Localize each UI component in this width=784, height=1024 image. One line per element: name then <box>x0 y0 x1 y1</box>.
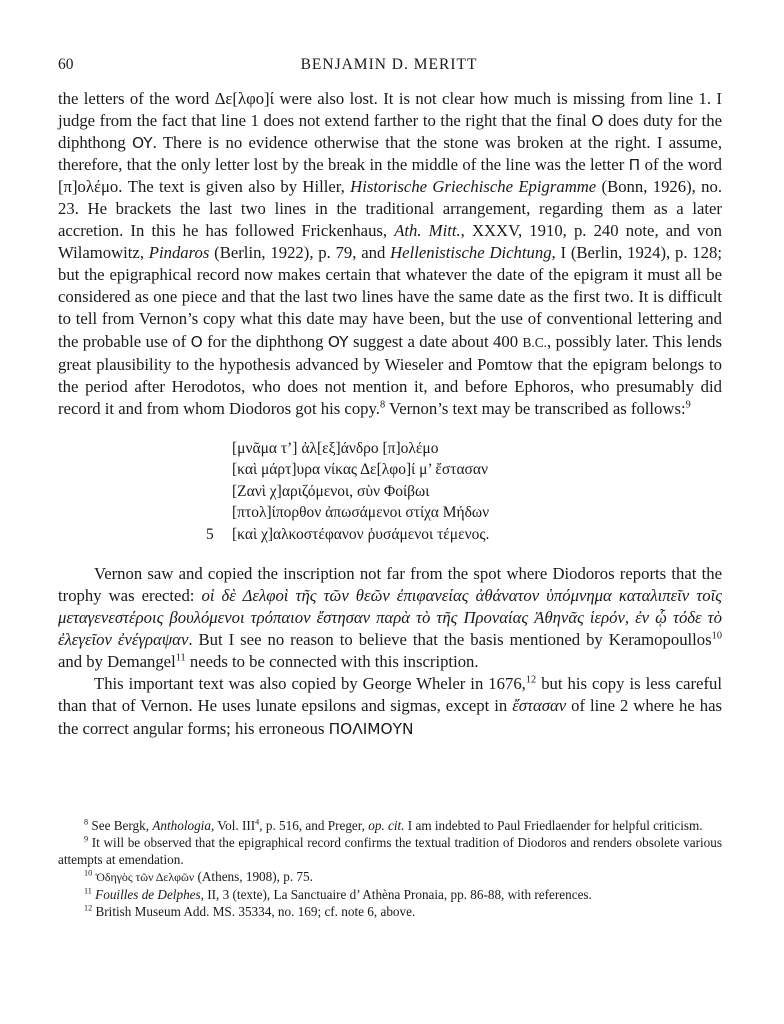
book-title: Hellenistische Dichtung, <box>390 243 556 263</box>
greek-word: [π]ολέμο <box>58 177 119 197</box>
line-number: 5 <box>206 525 214 543</box>
letter-pi: Π <box>628 156 641 175</box>
main-text <box>58 88 722 740</box>
inscription-line: [Ζανὶ χ]αριζόμενοι, σὺν Φοίβωι <box>232 482 430 500</box>
footnote-12: $^{12}$ British Museum Add. MS. 35334, no. 169; cf. note 6, above. <box>84 903 416 920</box>
inscription-line: [μνᾶμα τ’] ἀλ[εξ]άνδρο [π]ολέμο <box>232 439 439 457</box>
era-abbrev: B.C. <box>522 334 547 350</box>
footnote-ref[interactable]: 8 <box>379 399 386 411</box>
page-header <box>58 56 720 78</box>
running-head: BENJAMIN D. MERITT <box>300 56 478 73</box>
letters-oy: OY <box>132 134 153 153</box>
paragraph-1: the letters of the word Δε[λφο]ί were also lost. It is not clear how much is missing from line 1. I judge from the fact that line 1 does not extend farther to the right that the final O does duty for the diphthong OY. There is no evidence otherwise that the stone was broken at the right. I assume, therefore, that the only letter lost by the break in the middle of the line was the letter Π of the word [π]ολέμο. The text is given also by Hiller, Historische Griechische Epigramme (Bonn, 1926), no. 23. He brackets the last two lines in the traditional arrangement, regarding them as a later accretion. In this he has followed Frickenhaus, Ath. Mitt., XXXV, 1910, p. 240 note, and von Wilamowitz, Pindaros (Berlin, 1922), p. 79, and Hellenistische Dichtung, I (Berlin, 1924), p. 128; but the epigraphical record now makes certain that whatever the date of the epigram it must all be considered as one piece and that the last two lines have the same date as the first two. It is difficult to tell from Vernon’s copy what this date may have been, but the use of conventional lettering and the probable use of O for the diphthong OY suggest a date about 400 B.C., possibly later. This lends great plausibility to the hypothesis advanced by Wieseler and Pomtow that the epigram belongs to the period after Herodotos, who does not mention it, and before Ephoros, who presumably did record it and from whom Diodoros got his copy.$^8$ Vernon’s text may be transcribed as follows:$^9$ <box>58 89 723 418</box>
journal-title: Ath. Mitt. <box>394 221 461 241</box>
inscription-line: [καὶ μάρτ]υρα νίκας Δε[λφο]ί μ’ ἔστασαν <box>232 461 489 479</box>
page-number: 60 <box>58 56 74 73</box>
footnote-ref[interactable]: 9 <box>685 399 691 411</box>
book-title: Pindaros <box>148 243 210 263</box>
letters-oy: OY <box>327 332 349 351</box>
greek-quotation: οἱ δὲ Δελφοὶ τῆς τῶν θεῶν ἐπιφανείας ἀθάνατον ὑπόμνημα καταλιπεῖν τοῖς μεταγενεστέροις βουλόμενοι τρόπαιον ἔστησαν παρὰ τὸ τῆς Προναίας Ἀθηνᾶς ἱερόν, ἐν ᾧ τόδε τὸ ἐλεγεῖον ἐνέγραψαν <box>58 586 722 650</box>
footnote-ref[interactable]: 10 <box>711 630 722 642</box>
footnotes <box>58 818 722 921</box>
letter-o: O <box>591 112 604 131</box>
footnote-11: $^{11}$ Fouilles de Delphes, II, 3 (texte), La Sanctuaire d’ Athèna Pronaia, pp. 86-88, with references. <box>84 886 592 902</box>
inscription-text <box>58 438 722 546</box>
paragraph-3: This important text was also copied by George Wheler in 1676,12 but his copy is less careful than that of Vernon. He uses lunate epsilons and sigmas, except in ἔστασαν of line 2 where he has the correct angular forms; his erroneous ΠΟΛΙΜΟΥΝ <box>58 674 722 738</box>
footnote-8: $^8$ See Bergk, Anthologia, Vol. III$^4$, p. 516, and Preger, op. cit. I am indebted to Paul Friedlaender for helpful criticism. <box>84 817 703 833</box>
footnote-ref[interactable]: 11 <box>175 652 186 664</box>
inscription-line: 5 [καὶ χ]αλκοστέφανον ῥυσάμενοι τέμενος. <box>232 524 722 546</box>
footnote-10: $^{10}$ Ὁδηγὸς τῶν Δελφῶν (Athens, 1908), p. 75. <box>84 868 313 885</box>
inscription-line: [πτολ]ίπορθον ἀπωσάμενοι στίχα Μήδων <box>232 504 490 522</box>
paragraph-2: Vernon saw and copied the inscription not far from the spot where Diodoros reports that the trophy was erected: οἱ δὲ Δελφοὶ τῆς τῶν θεῶν ἐπιφανείας ἀθάνατον ὑπόμνημα καταλιπεῖν τοῖς μεταγενεστέροις βουλόμενοι τρόπαιον ἔστησαν παρὰ τὸ τῆς Προναίας Ἀθηνᾶς ἱερόν, ἐν ᾧ τόδε τὸ ἐλεγεῖον ἐνέγραψαν. But I see no reason to believe that the basis mentioned by Keramopoullos$^{10}$ and by Demangel$^{11}$ needs to be connected with this inscription. <box>58 564 722 672</box>
erroneous-form: ΠΟΛΙΜΟΥΝ <box>328 719 414 738</box>
greek-word: Δε[λφο]ί <box>214 89 275 108</box>
footnote-9: $^9$ It will be observed that the epigraphical record confirms the textual tradition of Diodoros and renders obsolete various attempts at emendation. <box>58 835 722 867</box>
greek-word: ἔστασαν <box>512 696 567 716</box>
book-title: Historische Griechische Epigramme <box>350 177 597 197</box>
footnote-ref[interactable]: 12 <box>525 674 537 686</box>
letter-o: O <box>190 332 203 351</box>
